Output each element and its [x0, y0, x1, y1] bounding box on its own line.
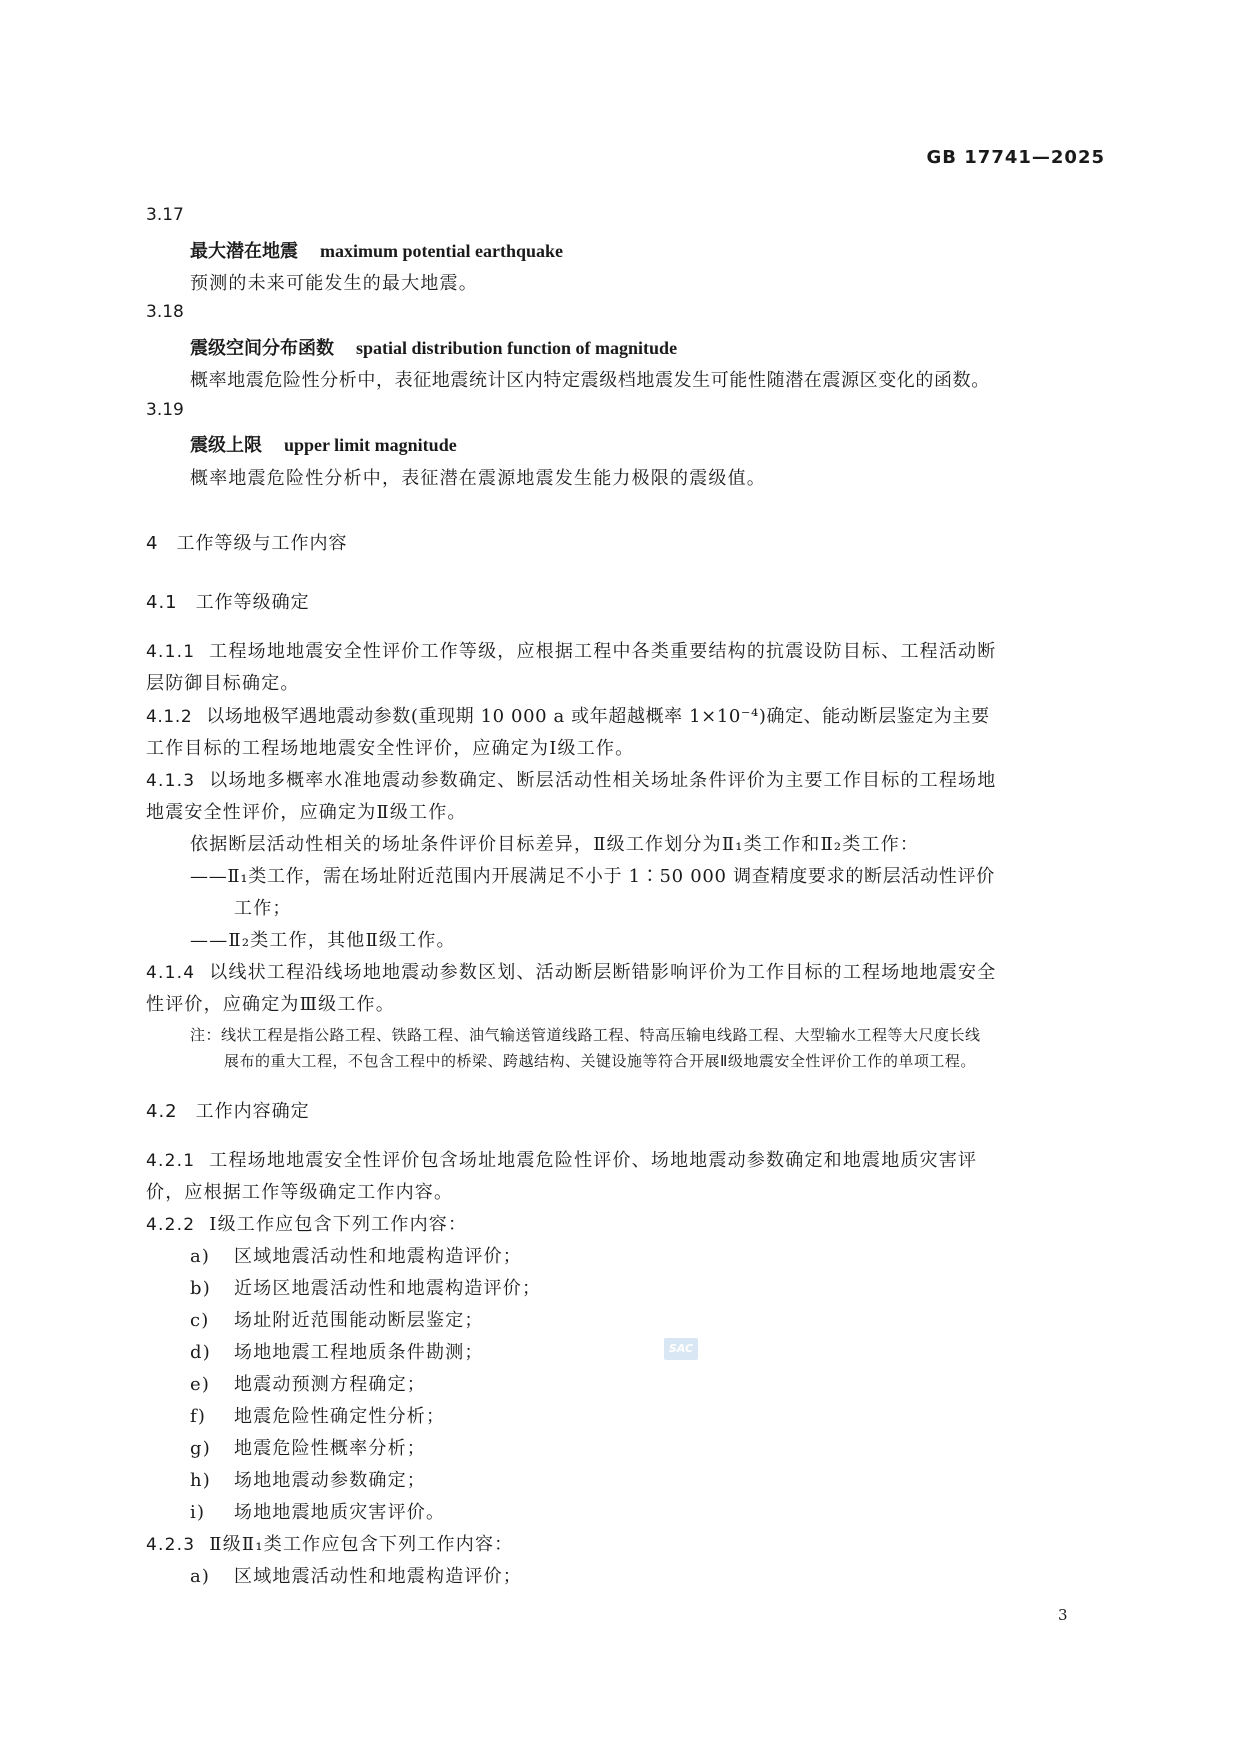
clause-number: 4.1.2	[146, 707, 193, 727]
list-mark: h)	[190, 1470, 212, 1491]
subsection-heading	[146, 588, 310, 614]
list-mark: b)	[190, 1278, 211, 1299]
term-english: maximum potential earthquake	[320, 241, 563, 261]
list-item	[190, 1498, 445, 1524]
list-mark: e)	[190, 1374, 211, 1395]
clause-4-2-2	[146, 1210, 467, 1236]
list-mark: c)	[190, 1310, 210, 1331]
clause-text: 工程场地地震安全性评价包含场址地震危险性评价、场地地震动参数确定和地震地质灾害评	[209, 1150, 978, 1171]
term-chinese: 震级上限	[190, 435, 262, 456]
term-english: spatial distribution function of magnitude	[356, 338, 678, 358]
list-item	[190, 1370, 426, 1396]
page-number: 3	[1058, 1606, 1068, 1624]
list-item	[190, 1402, 445, 1428]
list-text: 场地地震动参数确定；	[234, 1470, 426, 1491]
list-item	[190, 1338, 484, 1364]
clause-number: 4.1.4	[146, 963, 196, 983]
dash-item-ii1-line1: ——Ⅱ₁类工作，需在场址附近范围内开展满足不小于 1∶50 000 调查精度要求的断层活动性评价	[190, 866, 995, 887]
clause-text: Ⅱ级Ⅱ₁类工作应包含下列工作内容：	[209, 1534, 514, 1555]
dash-item-ii1-line2: 工作；	[234, 898, 292, 919]
clause-4-1-1-line1	[146, 637, 996, 663]
section-number: 4	[146, 533, 159, 554]
list-text: 场址附近范围能动断层鉴定；	[234, 1310, 484, 1331]
term-chinese: 最大潜在地震	[190, 241, 298, 262]
list-text: 区域地震活动性和地震构造评价；	[234, 1566, 522, 1587]
list-text: 场地地震工程地质条件勘测；	[234, 1342, 484, 1363]
list-text: 区域地震活动性和地震构造评价；	[234, 1246, 522, 1267]
term-heading	[190, 431, 457, 457]
list-mark: g)	[190, 1438, 211, 1459]
clause-4-1-4-line2: 性评价，应确定为Ⅲ级工作。	[146, 994, 395, 1015]
list-item	[190, 1466, 426, 1492]
clause-number: 4.2.2	[146, 1215, 196, 1235]
clause-4-2-3	[146, 1530, 513, 1556]
clause-4-2-1-line1	[146, 1146, 977, 1172]
list-mark: a)	[190, 1566, 211, 1587]
clause-4-2-1-line2: 价，应根据工作等级确定工作内容。	[146, 1182, 454, 1203]
list-mark: a)	[190, 1246, 211, 1267]
clause-text: 工程场地地震安全性评价工作等级，应根据工程中各类重要结构的抗震设防目标、工程活动断	[209, 641, 997, 662]
subsection-number: 4.1	[146, 592, 178, 613]
list-item	[190, 1242, 522, 1268]
list-text: 场地地震地质灾害评价。	[234, 1502, 446, 1523]
clause-number: 4.1.3	[146, 771, 196, 791]
list-mark: f)	[190, 1406, 207, 1427]
term-definition: 概率地震危险性分析中，表征潜在震源地震发生能力极限的震级值。	[190, 468, 766, 489]
term-number: 3.17	[146, 205, 184, 225]
term-chinese: 震级空间分布函数	[190, 338, 334, 359]
dash-item-ii2: ——Ⅱ₂类工作，其他Ⅱ级工作。	[190, 930, 456, 951]
section-heading	[146, 529, 347, 555]
list-text: 地震危险性概率分析；	[234, 1438, 426, 1459]
section-title: 工作等级与工作内容	[176, 533, 348, 554]
clause-4-1-1-line2: 层防御目标确定。	[146, 673, 300, 694]
term-number: 3.18	[146, 302, 184, 322]
list-text: 近场区地震活动性和地震构造评价；	[234, 1278, 542, 1299]
list-item	[190, 1306, 484, 1332]
clause-4-1-3-intro: 依据断层活动性相关的场址条件评价目标差异，Ⅱ级工作划分为Ⅱ₁类工作和Ⅱ₂类工作：	[190, 834, 920, 855]
clause-number: 4.2.3	[146, 1535, 196, 1555]
sac-watermark-logo: SAC	[664, 1338, 698, 1360]
subsection-number: 4.2	[146, 1101, 178, 1122]
subsection-title: 工作等级确定	[195, 592, 310, 613]
note-line2: 展布的重大工程，不包含工程中的桥梁、跨越结构、关键设施等符合开展Ⅱ级地震安全性评价工作的单项工程。	[224, 1052, 976, 1070]
clause-4-1-3-line2: 地震安全性评价，应确定为Ⅱ级工作。	[146, 802, 467, 823]
subsection-heading	[146, 1097, 310, 1123]
clause-number: 4.2.1	[146, 1151, 196, 1171]
clause-text: Ⅰ级工作应包含下列工作内容：	[209, 1214, 468, 1235]
clause-text: 以线状工程沿线场地地震动参数区划、活动断层断错影响评价为工作目标的工程场地地震安全	[209, 962, 997, 983]
clause-4-1-4-line1	[146, 958, 996, 984]
standard-number: GB 17741—2025	[926, 147, 1105, 168]
term-english: upper limit magnitude	[284, 435, 457, 455]
term-definition: 预测的未来可能发生的最大地震。	[190, 273, 478, 294]
term-number: 3.19	[146, 400, 184, 420]
clause-4-1-2-line1	[146, 702, 990, 728]
term-definition: 概率地震危险性分析中，表征地震统计区内特定震级档地震发生可能性随潜在震源区变化的函数。	[190, 370, 990, 391]
list-mark: i)	[190, 1502, 206, 1523]
list-text: 地震动预测方程确定；	[234, 1374, 426, 1395]
term-heading	[190, 334, 677, 360]
clause-4-1-3-line1	[146, 766, 996, 792]
list-text: 地震危险性确定性分析；	[234, 1406, 446, 1427]
subsection-title: 工作内容确定	[195, 1101, 310, 1122]
list-item	[190, 1274, 541, 1300]
clause-text: 以场地多概率水准地震动参数确定、断层活动性相关场址条件评价为主要工作目标的工程场地	[209, 770, 997, 791]
clause-text: 以场地极罕遇地震动参数(重现期 10 000 a 或年超越概率 1×10⁻⁴)确定、能动断层鉴定为主要	[206, 706, 990, 727]
clause-number: 4.1.1	[146, 642, 196, 662]
list-mark: d)	[190, 1342, 211, 1363]
list-item	[190, 1434, 426, 1460]
clause-4-1-2-line2: 工作目标的工程场地地震安全性评价，应确定为Ⅰ级工作。	[146, 738, 635, 759]
term-heading	[190, 237, 563, 263]
list-item	[190, 1562, 522, 1588]
note-line1: 注：线状工程是指公路工程、铁路工程、油气输送管道线路工程、特高压输电线路工程、大型输水工程等大尺度长线	[190, 1026, 981, 1044]
